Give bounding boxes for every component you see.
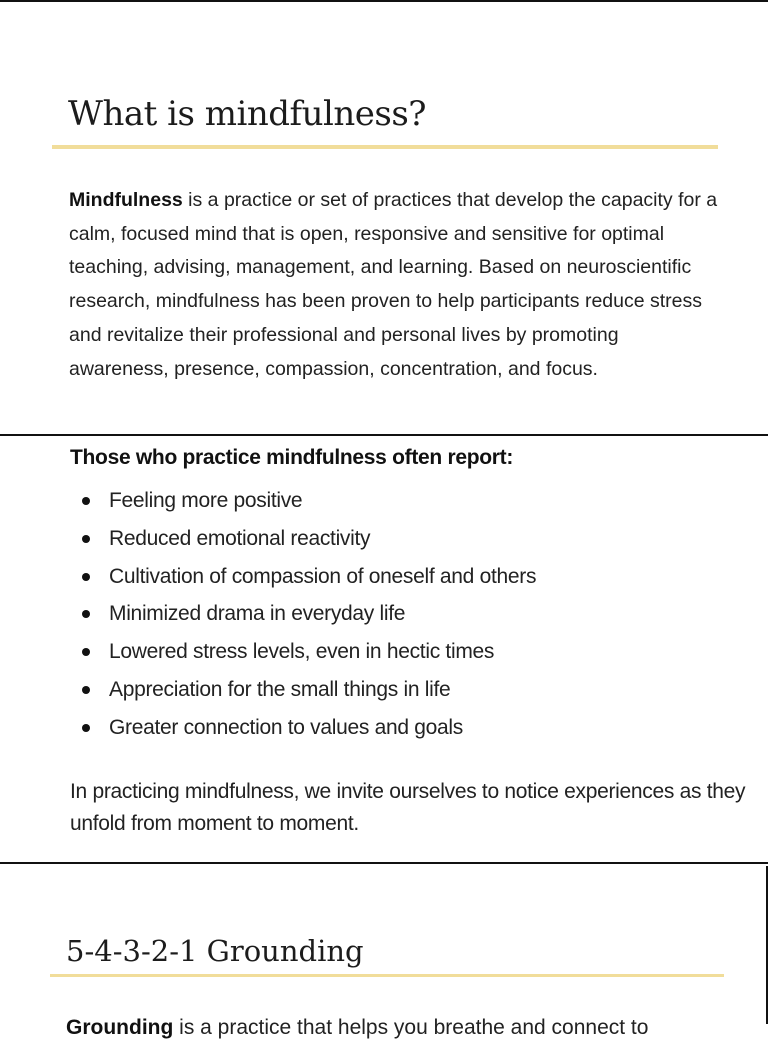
- grounding-definition-paragraph: [66, 1012, 766, 1044]
- grounding-panel: [0, 866, 768, 1039]
- bullet-dot-icon: [82, 648, 90, 656]
- list-item-text: Appreciation for the small things in life: [109, 677, 451, 701]
- title-underline-divider: [52, 145, 718, 149]
- section-title-grounding: 5-4-3-2-1 Grounding: [66, 934, 364, 968]
- benefits-list: [82, 482, 536, 747]
- list-item-text: Feeling more positive: [109, 489, 303, 512]
- bullet-dot-icon: [82, 535, 90, 543]
- list-item: [82, 558, 536, 596]
- bullet-dot-icon: [82, 724, 90, 732]
- title-underline-divider: [50, 974, 724, 977]
- definition-term: Mindfulness: [69, 189, 183, 211]
- definition-body: is a practice that helps you breathe and connect to: [173, 1016, 649, 1039]
- list-item-text: Greater connection to values and goals: [109, 715, 463, 739]
- list-item: [82, 595, 536, 633]
- bullet-dot-icon: [82, 686, 90, 694]
- mindfulness-definition-paragraph: [69, 184, 719, 386]
- list-item-text: Reduced emotional reactivity: [109, 526, 371, 550]
- definition-term: Grounding: [66, 1016, 174, 1039]
- list-item: [82, 520, 536, 558]
- bullet-dot-icon: [82, 573, 90, 581]
- mindfulness-definition-panel: [0, 0, 768, 435]
- list-item-text: Minimized drama in everyday life: [109, 602, 406, 626]
- bullet-dot-icon: [82, 497, 90, 505]
- mindfulness-benefits-panel: [0, 434, 768, 864]
- list-item: [82, 482, 536, 520]
- definition-body: is a practice or set of practices that develop the capacity for a calm, focused mind that is open, responsive and sensitive for optimal teaching, advising, management, and learning. Based on neuroscientific research, mindfulness has been proven to help participants reduce stress and revitalize their professional and personal lives by promoting awareness, presence, compassion, concentration, and focus.: [69, 189, 718, 380]
- bullet-dot-icon: [82, 610, 90, 618]
- list-item-text: Cultivation of compassion of oneself and others: [109, 564, 537, 588]
- list-item-text: Lowered stress levels, even in hectic times: [109, 640, 495, 664]
- benefits-heading: Those who practice mindfulness often report:: [70, 446, 514, 469]
- list-item: [82, 709, 536, 747]
- closing-paragraph: In practicing mindfulness, we invite ourselves to notice experiences as they unfold from moment to moment.: [70, 780, 746, 835]
- list-item: [82, 633, 536, 671]
- section-title-what-is-mindfulness: What is mindfulness?: [68, 94, 426, 134]
- list-item: [82, 671, 536, 709]
